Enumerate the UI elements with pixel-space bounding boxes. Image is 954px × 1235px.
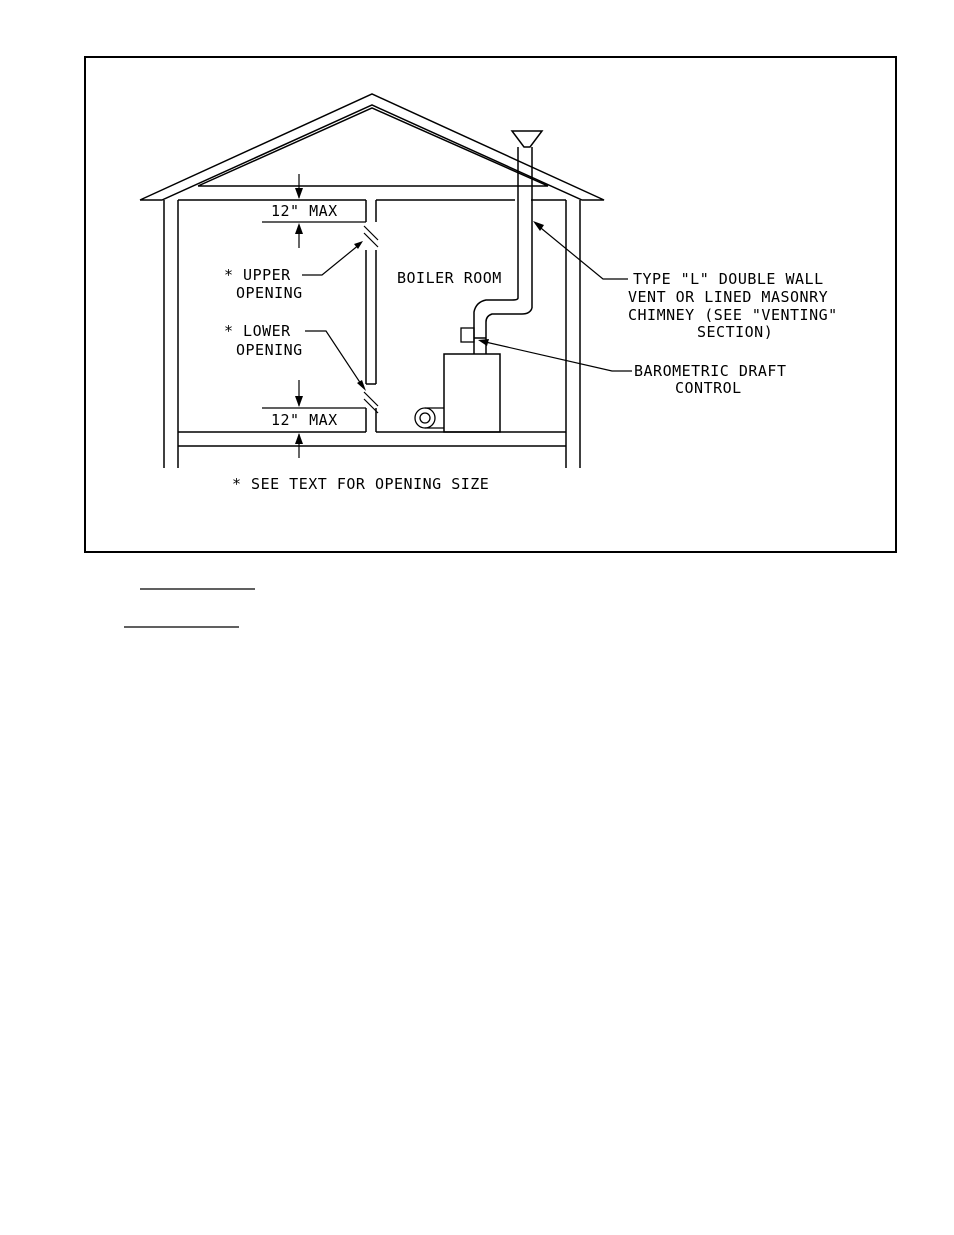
draft-leader [481, 341, 632, 371]
burner-blower [415, 408, 444, 428]
lower-opening-leader [305, 331, 363, 387]
vent-label-line3: CHIMNEY (SEE "VENTING" [628, 306, 838, 324]
upper-opening-hatch [364, 226, 378, 247]
draft-leader-arrow [478, 339, 489, 346]
dimension-top-arrow-up [295, 223, 303, 234]
dimension-bottom-arrow-down [295, 396, 303, 407]
draft-label-line2: CONTROL [675, 379, 742, 397]
boiler-body [444, 354, 500, 432]
vent-label-line4: SECTION) [697, 323, 774, 341]
upper-opening-label-line1: * UPPER [224, 266, 291, 284]
boiler-room-label: BOILER ROOM [397, 269, 502, 287]
lower-opening-arrow [357, 380, 366, 391]
dimension-top-label: 12" MAX [271, 202, 338, 220]
dimension-bottom-label: 12" MAX [271, 411, 338, 429]
lower-opening-label-line2: OPENING [236, 341, 303, 359]
upper-opening-label-line2: OPENING [236, 284, 303, 302]
roof [140, 94, 604, 200]
vent-leader [536, 224, 628, 279]
footnote-label: * SEE TEXT FOR OPENING SIZE [232, 475, 490, 493]
draft-control-tee [461, 328, 474, 342]
vent-label-line1: TYPE "L" DOUBLE WALL [633, 270, 824, 288]
dimension-bottom-arrow-up [295, 433, 303, 444]
draft-label-line1: BAROMETRIC DRAFT [634, 362, 787, 380]
lower-opening-label-line1: * LOWER [224, 322, 291, 340]
vent-label-line2: VENT OR LINED MASONRY [628, 288, 829, 306]
dimension-top-arrow-down [295, 188, 303, 199]
upper-opening-leader [302, 244, 360, 275]
vent-pipe [474, 131, 542, 354]
